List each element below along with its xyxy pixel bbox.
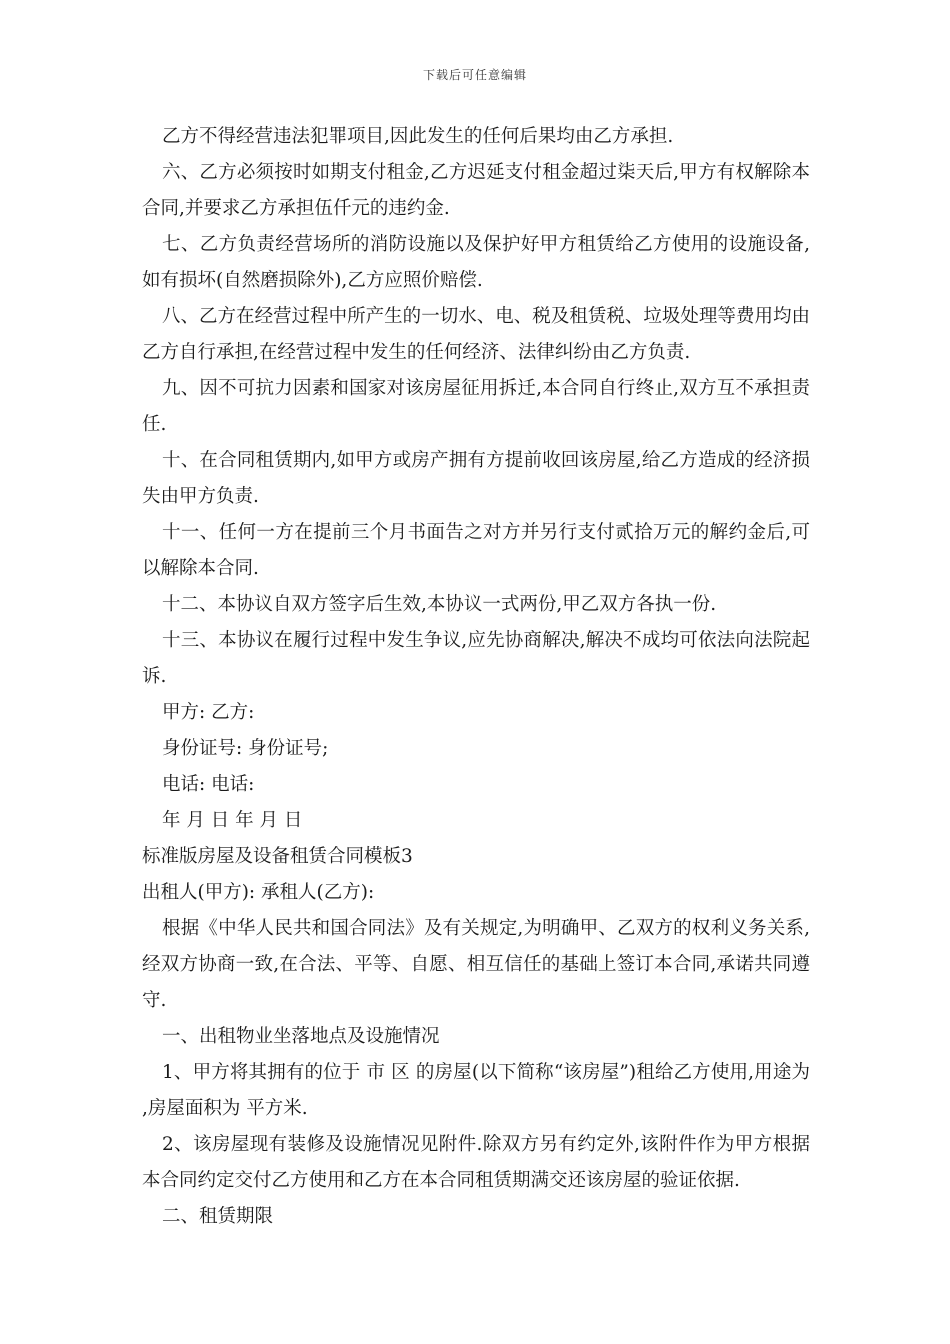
- signature-phones: 电话: 电话:: [162, 774, 255, 795]
- signature-dates: 年 月 日 年 月 日: [162, 810, 303, 831]
- clause-12-effectiveness: 十二、本协议自双方签字后生效,本协议一式两份,甲乙双方各执一份.: [162, 594, 717, 615]
- signature-id-numbers: 身份证号: 身份证号;: [162, 738, 329, 759]
- section-1-heading: 一、出租物业坐落地点及设施情况: [162, 1026, 440, 1047]
- document-body: [142, 119, 816, 1235]
- lessor-lessee-line: 出租人(甲方): 承租人(乙方):: [142, 882, 375, 903]
- clause-8-operating-costs: 八、乙方在经营过程中所产生的一切水、电、税及租赁税、垃圾处理等费用均由乙方自行承担,在经营过程中发生的任何经济、法律纠纷由乙方负责.: [142, 306, 810, 363]
- section-2-heading: 二、租赁期限: [162, 1206, 274, 1227]
- clause-9-force-majeure: 九、因不可抗力因素和国家对该房屋征用拆迁,本合同自行终止,双方互不承担责任.: [142, 378, 810, 435]
- section-1-item-1: 1、甲方将其拥有的位于 市 区 的房屋(以下简称“该房屋”)租给乙方使用,用途为 ,房屋面积为 平方米.: [142, 1062, 816, 1119]
- clause-6-rent-payment: 六、乙方必须按时如期支付租金,乙方迟延支付租金超过柒天后,甲方有权解除本合同,并要求乙方承担伍仟元的违约金.: [142, 162, 810, 219]
- section-1-item-2: 2、该房屋现有装修及设施情况见附件.除双方另有约定外,该附件作为甲方根据本合同约定交付乙方使用和乙方在本合同租赁期满交还该房屋的验证依据.: [142, 1134, 810, 1191]
- clause-13-disputes: 十三、本协议在履行过程中发生争议,应先协商解决,解决不成均可依法向法院起诉.: [142, 630, 810, 687]
- clause-11-termination: 十一、任何一方在提前三个月书面告之对方并另行支付贰拾万元的解约金后,可以解除本合同.: [142, 522, 810, 579]
- clause-illegal-business: 乙方不得经营违法犯罪项目,因此发生的任何后果均由乙方承担.: [162, 126, 674, 147]
- template-3-title: 标准版房屋及设备租赁合同模板3: [142, 846, 413, 867]
- page-header-note: 下载后可任意编辑: [422, 68, 527, 82]
- clause-7-fire-facilities: 七、乙方负责经营场所的消防设施以及保护好甲方租赁给乙方使用的设施设备,如有损坏(自然磨损除外),乙方应照价赔偿.: [142, 234, 810, 291]
- signature-parties: 甲方: 乙方:: [162, 702, 255, 723]
- preamble: 根据《中华人民共和国合同法》及有关规定,为明确甲、乙双方的权利义务关系,经双方协商一致,在合法、平等、自愿、相互信任的基础上签订本合同,承诺共同遵守.: [142, 918, 810, 1011]
- clause-10-early-recovery: 十、在合同租赁期内,如甲方或房产拥有方提前收回该房屋,给乙方造成的经济损失由甲方负责.: [142, 450, 810, 507]
